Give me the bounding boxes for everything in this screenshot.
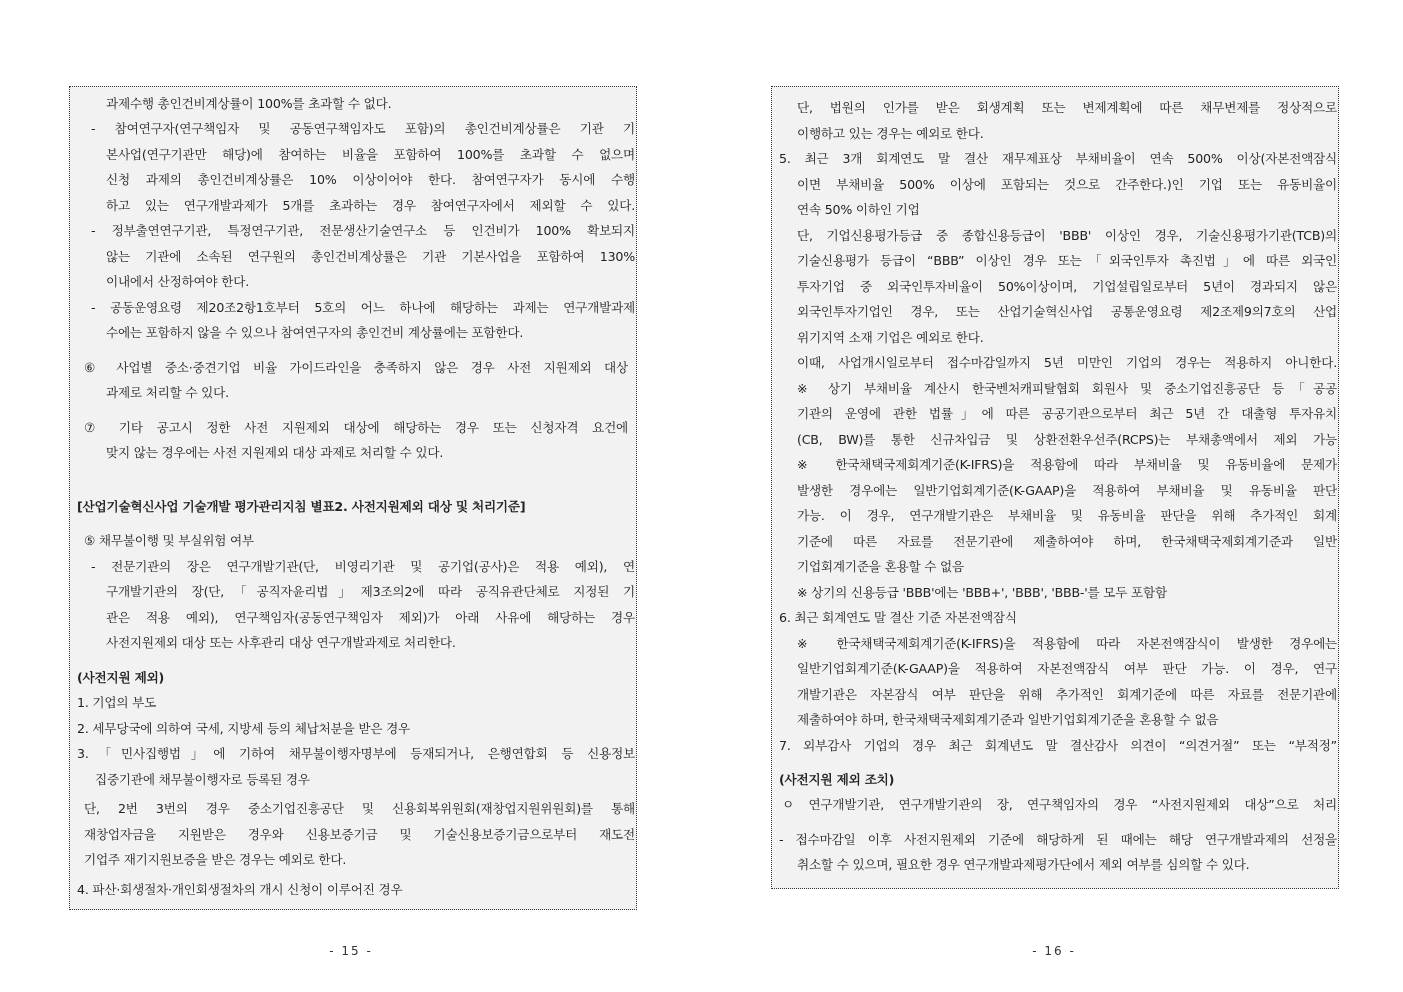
section-heading: [산업기술혁신사업 기술개발 평가관리지침 별표2. 사전지원제외 대상 및 처리기준]	[77, 499, 526, 514]
content-box	[771, 86, 1339, 889]
text-line: 발생한 경우에는 일반기업회계기준(K-GAAP)을 적용하여 부채비율 및 유동비율 판단	[797, 483, 1337, 498]
text-line: 과제수행 총인건비계상률이 100%를 초과할 수 없다.	[106, 96, 392, 111]
text-line: 맞지 않는 경우에는 사전 지원제외 대상 과제로 처리할 수 있다.	[106, 445, 444, 460]
text-line: - 공동운영요령 제20조2항1호부터 5호의 어느 하나에 해당하는 과제는 연구개발과제	[91, 300, 635, 315]
list-item: 4. 파산·회생절차·개인회생절차의 개시 신청이 이루어진 경우	[77, 882, 403, 897]
text-line: 이행하고 있는 경우는 예외로 한다.	[797, 126, 984, 141]
text-line: 기술신용평가 등급이 “BBB” 이상인 경우 또는「외국인투자 촉진법」에 따른 외국인	[797, 253, 1337, 268]
note-line: ※ 상기의 신용등급 'BBB'에는 'BBB+', 'BBB', 'BBB-'를 모두 포함함	[797, 585, 1167, 600]
page-15	[0, 0, 701, 992]
text-line: 연속 50% 이하인 기업	[797, 202, 920, 217]
text-line: 이면 부채비율 500% 이상에 포함되는 것으로 간주한다.)인 기업 또는 유동비율이	[797, 177, 1337, 192]
text-line: 단, 법원의 인가를 받은 회생계획 또는 변제계획에 따른 채무변제를 정상적으로	[797, 100, 1337, 115]
text-line: 집중기관에 채무불이행자로 등록된 경우	[95, 772, 310, 787]
text-line: ⑤ 채무불이행 및 부실위험 여부	[84, 533, 254, 548]
text-line: - 전문기관의 장은 연구개발기관(단, 비영리기관 및 공기업(공사)은 적용 예외), 연	[91, 559, 635, 574]
text-line: 기준에 따른 자료를 전문기관에 제출하여야 하며, 한국채택국제회계기준과 일반	[797, 534, 1337, 549]
note-line: ※ 한국채택국제회계기준(K-IFRS)을 적용함에 따라 부채비율 및 유동비율에 문제가	[797, 457, 1337, 472]
text-line: - 정부출연연구기관, 특정연구기관, 전문생산기술연구소 등 인건비가 100% 확보되지	[91, 223, 635, 238]
subheading: (사전지원 제외)	[77, 670, 165, 685]
text-line: 단, 기업신용평가등급 중 종합신용등급이 'BBB' 이상인 경우, 기술신용평가기관(TCB)의	[797, 228, 1337, 243]
list-item: 5. 최근 3개 회계연도 말 결산 재무제표상 부채비율이 연속 500% 이상(자본전액잠식	[779, 151, 1337, 166]
page-16	[701, 0, 1403, 992]
list-item: 3.「민사집행법」에 기하여 채무불이행자명부에 등재되거나, 은행연합회 등 신용정보	[77, 746, 635, 761]
text-line: ⑦ 기타 공고시 정한 사전 지원제외 대상에 해당하는 경우 또는 신청자격 요건에	[84, 420, 628, 435]
text-line: 취소할 수 있으며, 필요한 경우 연구개발과제평가단에서 제외 여부를 심의할 수 있다.	[797, 857, 1250, 872]
text-line: 외국인투자기업인 경우, 또는 산업기술혁신사업 공통운영요령 제2조제9의7호의 산업	[797, 304, 1337, 319]
text-line: ⑥ 사업별 중소·중견기업 비율 가이드라인을 충족하지 않은 경우 사전 지원제외 대상	[84, 360, 628, 375]
text-line: 단, 2번 3번의 경우 중소기업진흥공단 및 신용회복위원회(재창업지원위원회)를 통해	[84, 801, 635, 816]
text-line: 신청 과제의 총인건비계상률은 10% 이상이어야 한다. 참여연구자가 동시에 수행	[106, 172, 635, 187]
text-line: ㅇ 연구개발기관, 연구개발기관의 장, 연구책임자의 경우 “사전지원제외 대상”으로 처리	[782, 797, 1337, 812]
text-line: 이때, 사업개시일로부터 접수마감일까지 5년 미만인 기업의 경우는 적용하지 아니한다.	[797, 355, 1337, 370]
text-line: 이내에서 산정하여야 한다.	[106, 274, 250, 289]
list-item: 2. 세무당국에 의하여 국세, 지방세 등의 체납처분을 받은 경우	[77, 721, 411, 736]
text-line: 하고 있는 연구개발과제가 5개를 초과하는 경우 참여연구자에서 제외할 수 있다.	[106, 198, 635, 213]
text-line: 투자기업 중 외국인투자비율이 50%이상이며, 기업설립일로부터 5년이 경과되지 않은	[797, 279, 1337, 294]
page-number: - 16 -	[1032, 944, 1076, 958]
text-line: 수에는 포함하지 않을 수 있으나 참여연구자의 총인건비 계상률에는 포함한다.	[106, 325, 524, 340]
text-line: 가능. 이 경우, 연구개발기관은 부채비율 및 유동비율 판단을 위해 추가적인 회계	[797, 508, 1337, 523]
text-line: 과제로 처리할 수 있다.	[106, 385, 229, 400]
text-line: 않는 기관에 소속된 연구원의 총인건비계상률은 기관 기본사업을 포함하여 130%	[106, 249, 635, 264]
text-line: 재창업자금을 지원받은 경우와 신용보증기금 및 기술신용보증기금으로부터 재도전	[84, 827, 635, 842]
text-line: 기업회계기준을 혼용할 수 없음	[797, 559, 964, 574]
text-line: 기관의 운영에 관한 법률」에 따른 공공기관으로부터 최근 5년 간 대출형 투자유치	[797, 406, 1337, 421]
note-line: ※ 한국채택국제회계기준(K-IFRS)을 적용함에 따라 자본전액잠식이 발생한 경우에는	[797, 636, 1337, 651]
list-item: 7. 외부감사 기업의 경우 최근 회계년도 말 결산감사 의견이 “의견거절” 또는 “부적정”	[779, 738, 1337, 753]
text-line: (CB, BW)를 통한 신규차입금 및 상환전환우선주(RCPS)는 부채총액에서 제외 가능	[797, 432, 1337, 447]
text-line: 구개발기관의 장(단,「공직자윤리법」제3조의2에 따라 공직유관단체로 지정된 기	[106, 584, 635, 599]
page-number: - 15 -	[329, 944, 373, 958]
text-line: 사전지원제외 대상 또는 사후관리 대상 연구개발과제로 처리한다.	[106, 635, 456, 650]
note-line: ※ 상기 부채비율 계산시 한국벤처캐피탈협회 회원사 및 중소기업진흥공단 등「공공	[797, 381, 1337, 396]
content-box	[69, 86, 637, 910]
text-line: - 접수마감일 이후 사전지원제외 기준에 해당하게 된 때에는 해당 연구개발과제의 선정을	[779, 832, 1337, 847]
text-line: 기업주 재기지원보증을 받은 경우는 예외로 한다.	[84, 852, 347, 867]
text-line: 본사업(연구기관만 해당)에 참여하는 비율을 포함하여 100%를 초과할 수 없으며	[106, 147, 635, 162]
subheading: (사전지원 제외 조치)	[779, 772, 895, 787]
text-line: 제출하여야 하며, 한국채택국제회계기준과 일반기업회계기준을 혼용할 수 없음	[797, 712, 1219, 727]
text-line: 일반기업회계기준(K-GAAP)을 적용하여 자본전액잠식 여부 판단 가능. 이 경우, 연구	[797, 661, 1337, 676]
text-line: 위기지역 소재 기업은 예외로 한다.	[797, 330, 984, 345]
text-line: 개발기관은 자본잠식 여부 판단을 위해 추가적인 회계기준에 따른 자료를 전문기관에	[797, 687, 1337, 702]
list-item: 1. 기업의 부도	[77, 695, 157, 710]
text-line: - 참여연구자(연구책임자 및 공동연구책임자도 포함)의 총인건비계상률은 기관 기	[91, 121, 635, 136]
text-line: 관은 적용 예외), 연구책임자(공동연구책임자 제외)가 아래 사유에 해당하는 경우	[106, 610, 635, 625]
list-item: 6. 최근 회계연도 말 결산 기준 자본전액잠식	[779, 610, 1017, 625]
